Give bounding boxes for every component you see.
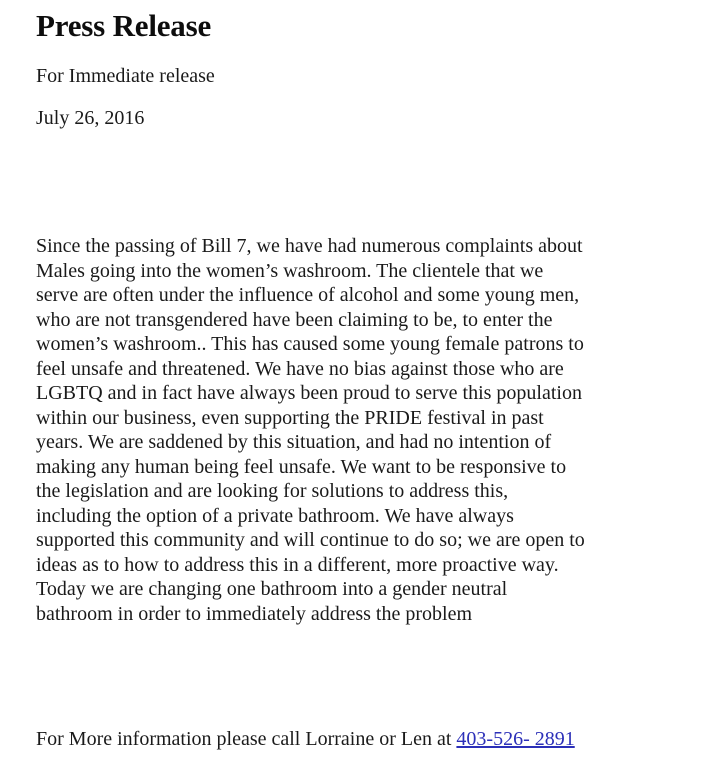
contact-text: For More information please call Lorraine or Len at [36, 728, 457, 750]
page-title: Press Release [36, 8, 212, 43]
body-line: serve are often under the influence of alcohol and some young men, [36, 284, 580, 306]
body-line: LGBTQ and in fact have always been proud to serve this population [36, 382, 582, 404]
body-line: supported this community and will continue to do so; we are open to [36, 529, 585, 551]
body-line: the legislation and are looking for solutions to address this, [36, 480, 509, 502]
contact-line [36, 726, 575, 752]
body-line: years. We are saddened by this situation, and had no intention of [36, 431, 552, 453]
body-line: Today we are changing one bathroom into a gender neutral [36, 578, 508, 600]
phone-link[interactable]: 403-526- 2891 [456, 728, 575, 750]
body-line: making any human being feel unsafe. We want to be responsive to [36, 455, 567, 478]
body-line: Males going into the women’s washroom. The clientele that we [36, 259, 544, 282]
body-line: including the option of a private bathroom. We have always [36, 504, 514, 527]
body-paragraph [36, 234, 716, 626]
body-line: feel unsafe and threatened. We have no bias against those who are [36, 357, 564, 380]
body-line: women’s washroom.. This has caused some young female patrons to [36, 333, 584, 355]
body-line: within our business, even supporting the PRIDE festival in past [36, 406, 544, 429]
body-line: who are not transgendered have been claiming to be, to enter the [36, 308, 553, 331]
release-date: July 26, 2016 [36, 107, 145, 129]
release-type: For Immediate release [36, 65, 215, 87]
body-line: ideas as to how to address this in a different, more proactive way. [36, 553, 559, 576]
body-line: bathroom in order to immediately address the problem [36, 602, 472, 625]
body-line: Since the passing of Bill 7, we have had numerous complaints about [36, 235, 583, 257]
